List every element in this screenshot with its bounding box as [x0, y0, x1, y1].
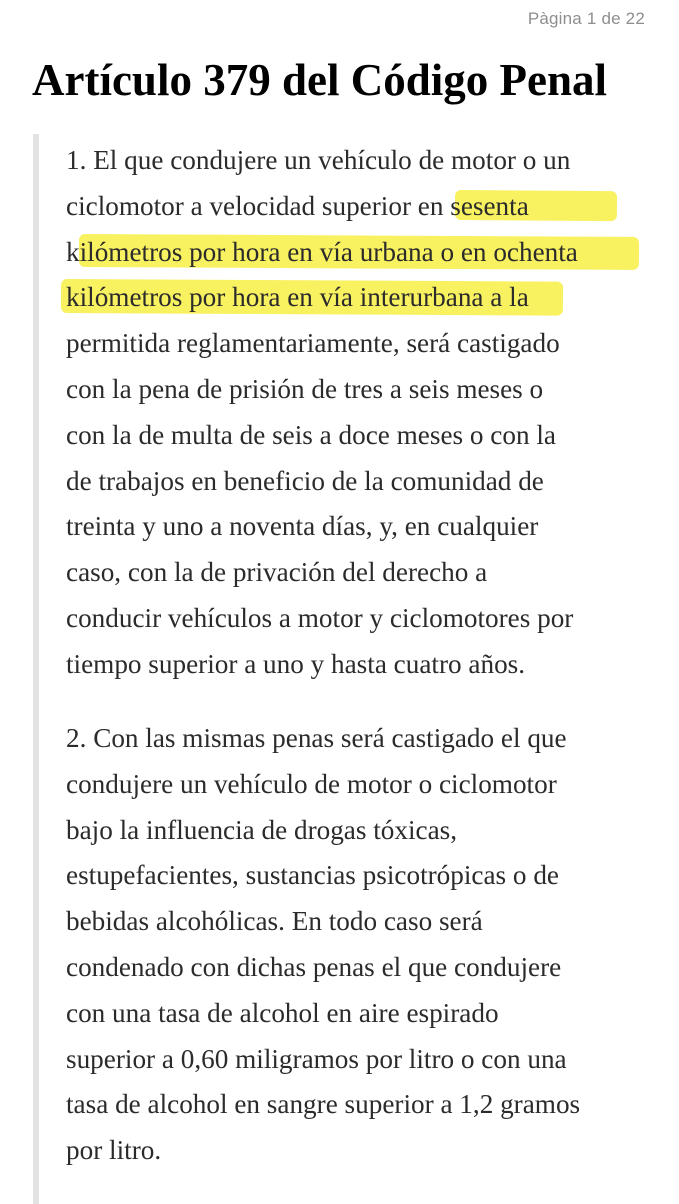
text-line: tasa de alcohol en sangre superior a 1,2 gramos [66, 1089, 581, 1120]
text-line: tiempo superior a uno y hasta cuatro años. [66, 648, 526, 679]
page-indicator: Pàgina 1 de 22 [527, 9, 645, 28]
text-line: con la de multa de seis a doce meses o con la [66, 419, 556, 450]
highlighted-passage [39, 134, 40, 135]
text-line: de trabajos en beneficio de la comunidad de [66, 465, 544, 496]
text-line: condujere un vehículo de motor o ciclomotor [66, 768, 557, 799]
text-line: kilómetros por hora en vía urbana o en ochenta [66, 236, 578, 267]
text-line: 1. El que condujere un vehículo de motor o un [66, 145, 571, 175]
text-line: treinta y uno a noventa días, y, en cualquier [66, 511, 539, 542]
paragraph-1 [66, 138, 656, 688]
text-line: con la pena de prisión de tres a seis meses o [66, 373, 544, 404]
text-line: kilómetros por hora en vía interurbana a la [66, 282, 529, 313]
text-line: condenado con dichas penas el que condujere [66, 951, 562, 982]
text-line: 2. Con las mismas penas será castigado el que [66, 723, 567, 753]
text-line: estupefacientes, sustancias psicotrópicas o de [66, 860, 559, 891]
quote-block [33, 134, 679, 1204]
text-line: ciclomotor a velocidad superior en sesenta [66, 190, 529, 221]
text-line: permitida reglamentariamente, será castigado [66, 328, 560, 359]
text-line: con una tasa de alcohol en aire espirado [66, 997, 499, 1028]
text-line: bajo la influencia de drogas tóxicas, [66, 814, 458, 845]
text-line: conducir vehículos a motor y ciclomotores por [66, 602, 574, 633]
text-line: por litro. [66, 1135, 162, 1166]
text-line: caso, con la de privación del derecho a [66, 557, 488, 588]
paragraph-2 [66, 716, 656, 1174]
article-title: Artículo 379 del Código Penal [32, 55, 607, 105]
text-line: bebidas alcohólicas. En todo caso será [66, 906, 483, 937]
text-line: superior a 0,60 miligramos por litro o con una [66, 1043, 567, 1074]
